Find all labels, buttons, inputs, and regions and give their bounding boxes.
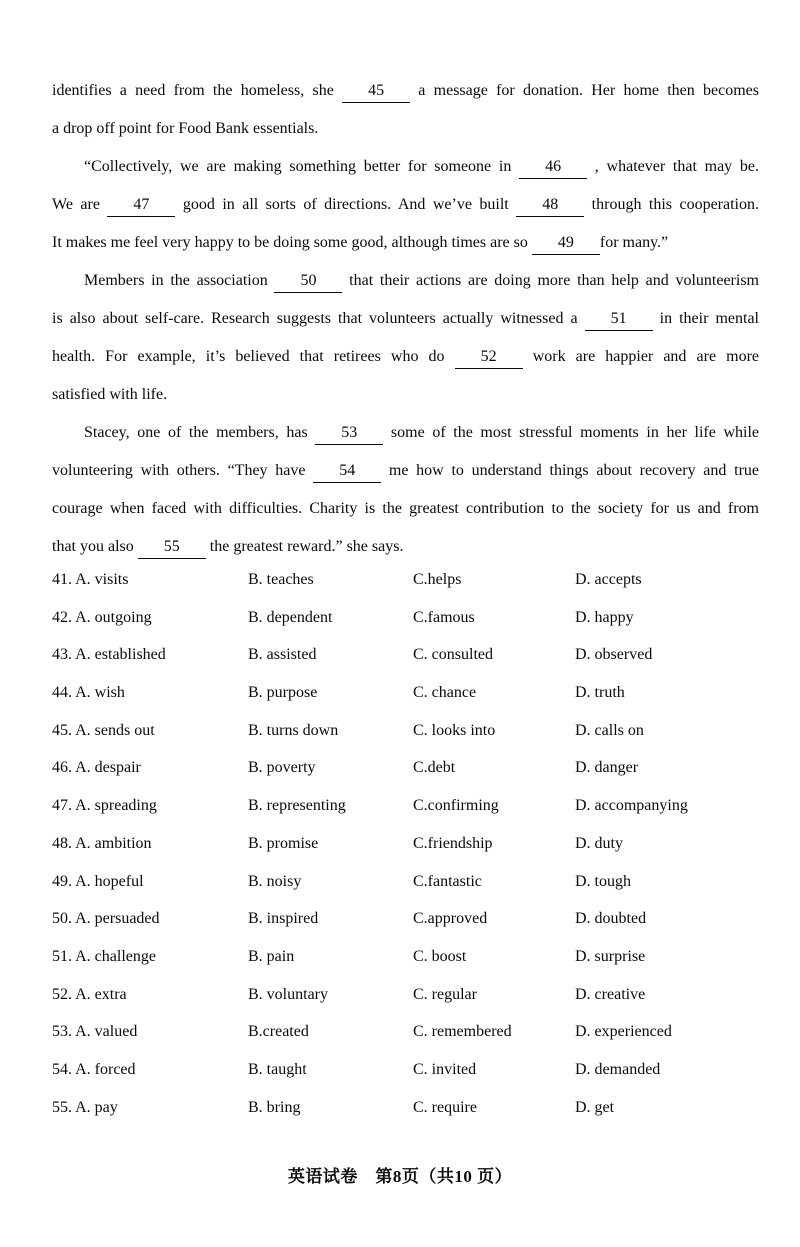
passage-line: [52, 300, 759, 338]
cloze-passage: [52, 72, 759, 566]
text-run: We are: [52, 196, 108, 213]
passage-line: [52, 224, 759, 262]
option-cell-d: D. danger: [575, 759, 639, 777]
option-cell-c: C.helps: [413, 571, 462, 588]
option-cell-d: D. observed: [575, 646, 653, 664]
text-run: volunteering with others. “They have: [52, 462, 314, 479]
option-cell-b: B. poverty: [248, 759, 316, 777]
option-cell-c: C. chance: [413, 684, 477, 702]
text-run: good in all sorts of directions. And we’ve built: [175, 196, 517, 213]
option-cell-number-a: 42. A. outgoing: [52, 608, 152, 626]
option-row: [52, 863, 759, 901]
option-cell-c: C. looks into: [413, 721, 496, 739]
option-cell-b: B.created: [248, 1023, 309, 1041]
option-cell-number-a: 55. A. pay: [52, 1098, 118, 1116]
option-row: [52, 900, 759, 938]
option-cell-number-a: 41. A. visits: [52, 571, 129, 588]
text-run: health. For example, it’s believed that retirees who do: [52, 348, 455, 365]
option-cell-c: C.debt: [413, 759, 456, 777]
option-row: [52, 825, 759, 863]
blank-45: 45: [342, 80, 410, 103]
blank-55: 55: [138, 536, 206, 559]
option-cell-b: B. voluntary: [248, 985, 328, 1003]
option-cell-number-a: 45. A. sends out: [52, 721, 155, 739]
option-cell-d: D. get: [575, 1098, 615, 1116]
passage-line: [52, 452, 759, 490]
text-run: “Collectively, we are making something better for someone in: [84, 158, 520, 175]
option-cell-b: B. representing: [248, 797, 346, 815]
option-cell-number-a: 44. A. wish: [52, 684, 125, 702]
option-row: [52, 561, 759, 599]
option-cell-d: D. duty: [575, 834, 623, 852]
footer-text: 英语试卷 第8页（共10 页）: [287, 1167, 513, 1186]
option-cell-number-a: 53. A. valued: [52, 1023, 138, 1041]
passage-line: [52, 414, 759, 452]
option-cell-number-a: 54. A. forced: [52, 1060, 136, 1078]
option-cell-c: C. invited: [413, 1060, 477, 1078]
blank-54: 54: [313, 460, 381, 483]
option-cell-c: C. require: [413, 1098, 477, 1116]
text-run: work are happier and are more: [522, 348, 759, 365]
option-row: [52, 938, 759, 976]
option-cell-number-a: 43. A. established: [52, 646, 166, 664]
text-run: Stacey, one of the members, has: [84, 424, 316, 441]
option-cell-b: B. taught: [248, 1060, 307, 1078]
text-run: satisfied with life.: [52, 386, 168, 403]
passage-line: [52, 376, 759, 414]
text-run: a message for donation. Her home then becomes: [410, 82, 759, 99]
text-run: Members in the association: [84, 272, 275, 289]
option-cell-b: B. assisted: [248, 646, 317, 664]
passage-line: [52, 148, 759, 186]
option-cell-d: D. calls on: [575, 721, 644, 739]
option-cell-d: D. accepts: [575, 571, 642, 588]
text-run: for many.”: [599, 234, 669, 251]
option-cell-b: B. promise: [248, 834, 319, 852]
text-run: It makes me feel very happy to be doing some good, although times are so: [52, 234, 532, 251]
option-cell-d: D. creative: [575, 985, 646, 1003]
option-cell-c: C.friendship: [413, 834, 493, 852]
blank-49: 49: [532, 232, 600, 255]
text-run: that you also: [52, 538, 138, 555]
blank-48: 48: [516, 194, 584, 217]
text-run: me how to understand things about recovery and true: [381, 462, 759, 479]
options-list: [52, 561, 759, 1126]
option-cell-d: D. surprise: [575, 947, 646, 965]
option-cell-d: D. accompanying: [575, 797, 688, 815]
passage-line: [52, 186, 759, 224]
option-cell-number-a: 48. A. ambition: [52, 834, 152, 852]
text-run: that their actions are doing more than help and volunteerism: [342, 272, 760, 289]
option-row: [52, 1051, 759, 1089]
option-cell-d: D. doubted: [575, 910, 647, 928]
option-cell-b: B. turns down: [248, 721, 339, 739]
option-cell-b: B. inspired: [248, 910, 319, 928]
text-run: through this cooperation.: [584, 196, 760, 213]
option-cell-b: B. pain: [248, 947, 295, 965]
option-cell-b: B. purpose: [248, 684, 318, 702]
option-cell-d: D. happy: [575, 608, 634, 626]
option-cell-number-a: 51. A. challenge: [52, 947, 156, 965]
passage-line: [52, 338, 759, 376]
option-cell-d: D. truth: [575, 684, 625, 702]
option-cell-b: B. dependent: [248, 608, 333, 626]
option-cell-b: B. noisy: [248, 872, 302, 890]
blank-53: 53: [315, 422, 383, 445]
passage-line: [52, 490, 759, 528]
text-run: a drop off point for Food Bank essentials.: [52, 120, 319, 137]
option-row: [52, 1089, 759, 1127]
option-cell-c: C. boost: [413, 947, 467, 965]
option-cell-c: C. regular: [413, 985, 477, 1003]
option-cell-number-a: 47. A. spreading: [52, 797, 157, 815]
text-run: identifies a need from the homeless, she: [52, 82, 343, 99]
option-cell-number-a: 52. A. extra: [52, 985, 127, 1003]
option-cell-c: C. consulted: [413, 646, 493, 664]
option-cell-d: D. demanded: [575, 1060, 661, 1078]
page-footer: [0, 1162, 800, 1187]
text-run: the greatest reward.” she says.: [205, 538, 404, 555]
text-run: , whatever that may be.: [587, 158, 759, 175]
option-row: [52, 749, 759, 787]
passage-line: [52, 262, 759, 300]
option-row: [52, 1013, 759, 1051]
blank-52: 52: [455, 346, 523, 369]
option-cell-b: B. teaches: [248, 571, 314, 588]
blank-47: 47: [107, 194, 175, 217]
blank-50: 50: [274, 270, 342, 293]
option-cell-c: C.confirming: [413, 797, 499, 815]
option-cell-d: D. experienced: [575, 1023, 672, 1041]
option-cell-number-a: 49. A. hopeful: [52, 872, 144, 890]
option-row: [52, 599, 759, 637]
option-row: [52, 636, 759, 674]
option-cell-c: C. remembered: [413, 1023, 512, 1041]
option-cell-c: C.famous: [413, 608, 475, 626]
option-row: [52, 787, 759, 825]
option-cell-b: B. bring: [248, 1098, 301, 1116]
option-cell-number-a: 50. A. persuaded: [52, 910, 160, 928]
text-run: is also about self-care. Research suggests that volunteers actually witnessed a: [52, 310, 585, 327]
option-cell-c: C.fantastic: [413, 872, 482, 890]
option-row: [52, 712, 759, 750]
option-row: [52, 674, 759, 712]
option-cell-d: D. tough: [575, 872, 631, 890]
text-run: in their mental: [652, 310, 759, 327]
passage-line: [52, 72, 759, 110]
option-row: [52, 976, 759, 1014]
blank-51: 51: [585, 308, 653, 331]
option-cell-c: C.approved: [413, 910, 488, 928]
text-run: courage when faced with difficulties. Charity is the greatest contribution to the society for us and from: [52, 500, 759, 517]
blank-46: 46: [519, 156, 587, 179]
passage-line: [52, 110, 759, 148]
text-run: some of the most stressful moments in her life while: [383, 424, 760, 441]
option-cell-number-a: 46. A. despair: [52, 759, 141, 777]
